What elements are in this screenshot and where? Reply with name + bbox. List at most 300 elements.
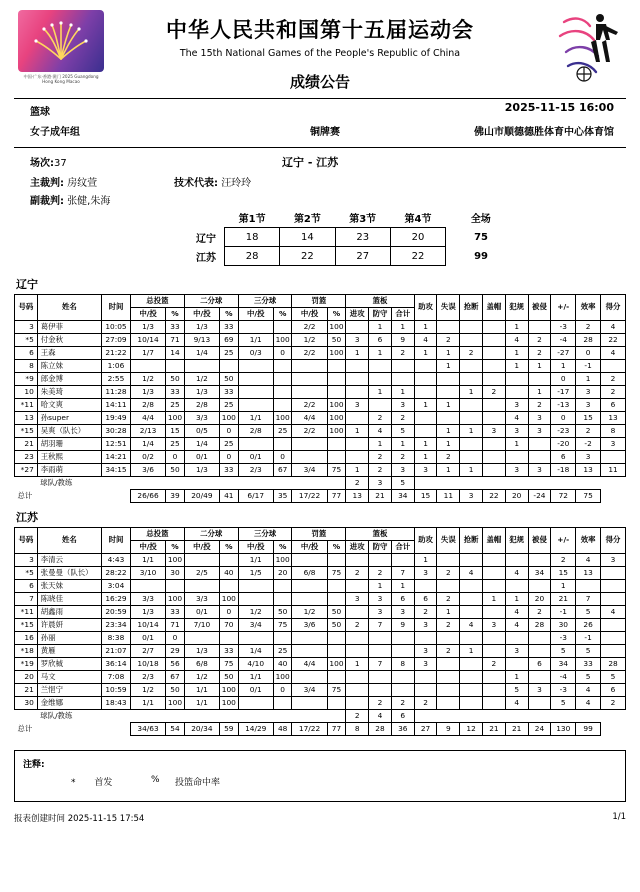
cell-fgp: 15 [166,424,185,437]
cell-ft [292,670,327,683]
cell-ast [414,385,437,398]
cell-eff: 3 [576,398,601,411]
cell-ast: 1 [414,398,437,411]
cell-fd: 1 [528,385,551,398]
cell-number: *5 [15,566,38,579]
cell-fg: 3/6 [130,463,165,476]
cell-total-fg: 34/63 [130,722,165,735]
cell-total-p3p: 35 [273,489,292,502]
th-sub: 防守 [369,307,392,320]
cell-fgp: 33 [166,385,185,398]
cell-fgp: 0 [166,631,185,644]
quarter-total-cell: 75 [474,231,489,243]
table-row [15,437,626,450]
cell-fgp: 50 [166,372,185,385]
cell-ft [292,450,327,463]
cell-p3 [238,359,273,372]
cell-oreb [346,450,369,463]
cell-min: 34:15 [101,463,130,476]
cell-fgp: 25 [166,398,185,411]
cell-p3p: 0 [273,683,292,696]
cell-to: 1 [437,359,460,372]
cell-number: *11 [15,398,38,411]
cell-number: *9 [15,372,38,385]
cell-to [437,579,460,592]
cell-pf: 1 [505,359,528,372]
cell-stl: 1 [460,385,483,398]
th-sub: 中/投 [130,307,165,320]
cell-dreb: 1 [369,346,392,359]
cell-p3 [238,320,273,333]
th-blocks: 盖帽 [483,295,506,321]
cell-p2p: 40 [220,566,239,579]
cell-ft: 2/2 [292,320,327,333]
cell-blk [483,372,506,385]
cell-eff [576,579,601,592]
cell-pf: 3 [505,424,528,437]
cell-fd: 1 [528,359,551,372]
cell-fgp: 50 [166,683,185,696]
cell-empty [551,709,576,722]
cell-fg: 10/14 [130,618,165,631]
cell-total-pf: 21 [505,722,528,735]
th-minutes: 时间 [101,295,130,321]
boxscore-table [14,527,626,736]
cell-ast [414,631,437,644]
cell-pf: 4 [505,618,528,631]
cell-empty [528,709,551,722]
cell-fd [528,450,551,463]
cell-fd [528,631,551,644]
cell-min: 14:11 [101,398,130,411]
cell-to: 2 [437,592,460,605]
cell-number: *15 [15,618,38,631]
table-row [15,450,626,463]
cell-fd [528,437,551,450]
cell-fd [528,553,551,566]
cell-to: 2 [437,450,460,463]
cell-p2 [184,579,219,592]
cell-ft [292,696,327,709]
cell-reb: 6 [391,709,414,722]
cell-p3: 0/1 [238,683,273,696]
table-row [15,670,626,683]
cell-p2: 1/2 [184,372,219,385]
cell-number: 3 [15,320,38,333]
cell-ftp: 75 [327,463,346,476]
cell-blk [483,553,506,566]
cell-total-oreb: 13 [346,489,369,502]
cell-to [437,670,460,683]
cell-number: 21 [15,683,38,696]
cell-pts [601,359,626,372]
cell-blk [483,346,506,359]
cell-blk [483,437,506,450]
cell-p2: 2/5 [184,566,219,579]
cell-name: 朱美琦 [37,385,101,398]
cell-pf: 1 [505,592,528,605]
cell-total-pf: 20 [505,489,528,502]
table-row [15,463,626,476]
th-sub: 防守 [369,540,392,553]
cell-total-fg: 26/66 [130,489,165,502]
cell-stl [460,411,483,424]
cell-p3p: 100 [273,670,292,683]
cell-p3 [238,385,273,398]
cell-oreb [346,683,369,696]
cell-p3p [273,320,292,333]
cell-empty [273,476,292,489]
cell-reb: 2 [391,450,414,463]
cell-p2p [220,579,239,592]
cell-p2p: 33 [220,644,239,657]
table-row [15,657,626,670]
cell-pm: -4 [551,333,576,346]
cell-p3: 4/10 [238,657,273,670]
cell-empty [273,709,292,722]
cell-total-fd: 24 [528,722,551,735]
cell-fg: 1/3 [130,605,165,618]
cell-reb: 5 [391,476,414,489]
cell-fg: 1/4 [130,437,165,450]
th-ft: 罚篮 [292,295,346,308]
cell-p3p [273,696,292,709]
cell-oreb: 2 [346,566,369,579]
cell-pts: 6 [601,398,626,411]
cell-p2p: 33 [220,385,239,398]
cell-oreb: 2 [346,709,369,722]
cell-fgp: 0 [166,450,185,463]
cell-pf [505,450,528,463]
th-points: 得分 [601,295,626,321]
cell-dreb [369,683,392,696]
cell-total-pm: 72 [551,489,576,502]
cell-min: 28:22 [101,566,130,579]
th-sub: % [166,307,185,320]
cell-fg: 2/3 [130,670,165,683]
th-sub: 合计 [391,540,414,553]
table-row [15,398,626,411]
cell-total-p2: 20/34 [184,722,219,735]
cell-ast: 1 [414,553,437,566]
cell-ft: 3/6 [292,618,327,631]
cell-total-p3: 6/17 [238,489,273,502]
cell-reb: 3 [391,605,414,618]
cell-empty [437,476,460,489]
cell-empty [130,709,165,722]
cell-min: 21:22 [101,346,130,359]
cell-fgp: 29 [166,644,185,657]
quarter-header: 第4节 [404,214,432,225]
cell-stl: 2 [460,346,483,359]
th-sub: % [220,307,239,320]
cell-ftp: 100 [327,424,346,437]
cell-fd [528,670,551,683]
crew-chief-row [30,174,97,189]
th-sub: 中/投 [238,307,273,320]
th-points: 得分 [601,527,626,553]
cell-fd: 3 [528,683,551,696]
cell-p3: 1/5 [238,566,273,579]
cell-stl: 1 [460,463,483,476]
quarter-score-cell: 27 [335,247,390,266]
cell-ft [292,359,327,372]
cell-min: 16:29 [101,592,130,605]
cell-p2: 1/3 [184,644,219,657]
legend-box [14,750,626,802]
cell-oreb: 1 [346,346,369,359]
cell-reb: 7 [391,566,414,579]
cell-ast: 4 [414,333,437,346]
cell-empty [15,476,38,489]
cell-name: 兰悒宁 [37,683,101,696]
cell-pts: 2 [601,372,626,385]
legend-pct-label: 投篮命中率 [175,777,221,788]
cell-p2p: 100 [220,696,239,709]
table-row [15,553,626,566]
cell-pm: 5 [551,644,576,657]
cell-ft: 4/4 [292,657,327,670]
cell-reb: 3 [391,463,414,476]
cell-p2: 1/3 [184,385,219,398]
cell-eff: 7 [576,592,601,605]
report-created-time: 报表创建时间 2025-11-15 17:54 [14,813,145,824]
cell-pm: 34 [551,657,576,670]
cell-p3p: 100 [273,553,292,566]
event-info-band [14,99,626,145]
cell-p2p: 50 [220,670,239,683]
cell-fd: 3 [528,424,551,437]
cell-team-coach-label: 球队/教练 [40,710,73,720]
cell-empty [15,709,38,722]
cell-to [437,657,460,670]
cell-min: 27:09 [101,333,130,346]
cell-oreb [346,696,369,709]
title-block [14,0,626,92]
cell-reb: 1 [391,320,414,333]
cell-fg: 1/2 [130,372,165,385]
cell-stl [460,696,483,709]
cell-p2: 2/8 [184,398,219,411]
cell-fd: 20 [528,592,551,605]
cell-pm: 21 [551,592,576,605]
cell-ft [292,437,327,450]
cell-p3: 1/1 [238,553,273,566]
cell-pts [601,631,626,644]
cell-pf: 1 [505,320,528,333]
cell-p2: 1/1 [184,696,219,709]
cell-fd: 2 [528,398,551,411]
cell-fgp: 33 [166,320,185,333]
cell-ft [292,579,327,592]
cell-ft: 3/4 [292,683,327,696]
cell-total-to: 11 [437,489,460,502]
cell-empty [601,476,626,489]
cell-p3p [273,359,292,372]
cell-name: 金维娜 [37,696,101,709]
th-sub: % [273,307,292,320]
cell-ast [414,372,437,385]
cell-pf [505,385,528,398]
cell-p3p: 100 [273,411,292,424]
cell-number: *11 [15,605,38,618]
cell-pm: -3 [551,683,576,696]
cell-dreb: 2 [369,450,392,463]
th-sub: 中/投 [184,540,219,553]
cell-dreb [369,359,392,372]
cell-pm: -17 [551,385,576,398]
cell-empty [576,476,601,489]
table-row [15,372,626,385]
cell-name: 马文 [37,670,101,683]
cell-oreb [346,579,369,592]
cell-stl [460,605,483,618]
cell-fd: 2 [528,605,551,618]
th-sub: % [273,540,292,553]
umpires-value: 张健,朱海 [67,196,111,207]
phase-name: 铜牌赛 [310,127,340,138]
th-turnovers: 失误 [437,295,460,321]
cell-total-oreb: 8 [346,722,369,735]
table-row [15,424,626,437]
cell-oreb: 3 [346,398,369,411]
cell-p2p: 33 [220,320,239,333]
cell-eff: 33 [576,657,601,670]
cell-stl [460,657,483,670]
cell-p2 [184,359,219,372]
cell-p3p: 20 [273,566,292,579]
cell-fg: 0/1 [130,631,165,644]
cell-fg: 10/18 [130,657,165,670]
table-row [15,359,626,372]
cell-oreb [346,359,369,372]
games-logo [18,10,104,86]
cell-p3 [238,437,273,450]
cell-to: 1 [437,398,460,411]
cell-ft [292,372,327,385]
cell-dreb: 7 [369,618,392,631]
cell-fgp [166,579,185,592]
cell-name: 付金秋 [37,333,101,346]
cell-ast [414,411,437,424]
th-turnovers: 失误 [437,527,460,553]
cell-empty [576,709,601,722]
cell-pf: 5 [505,683,528,696]
cell-dreb: 4 [369,709,392,722]
th-3p: 三分球 [238,527,292,540]
cell-fgp: 56 [166,657,185,670]
cell-min: 8:38 [101,631,130,644]
cell-oreb: 3 [346,333,369,346]
cell-ast [414,579,437,592]
cell-fgp: 30 [166,566,185,579]
cell-ast: 3 [414,644,437,657]
cell-ast: 2 [414,696,437,709]
cell-number: 30 [15,696,38,709]
legend-starter-mark: * [71,777,76,788]
cell-p2: 6/8 [184,657,219,670]
cell-empty [327,709,346,722]
cell-name: 王秋熙 [37,450,101,463]
table-row [15,696,626,709]
cell-fg: 3/10 [130,566,165,579]
cell-p2p: 70 [220,618,239,631]
cell-empty [166,709,185,722]
quarter-header: 第3节 [349,214,377,225]
cell-fg: 4/4 [130,411,165,424]
cell-ftp: 100 [327,320,346,333]
cell-empty [505,476,528,489]
cell-p3p: 0 [273,346,292,359]
cell-ast: 3 [414,618,437,631]
cell-reb: 1 [391,385,414,398]
cell-total-stl: 3 [460,489,483,502]
cell-pf: 4 [505,605,528,618]
cell-p3 [238,696,273,709]
cell-ast: 1 [414,450,437,463]
cell-pm: -23 [551,424,576,437]
cell-min: 2:55 [101,372,130,385]
cell-min: 21:07 [101,644,130,657]
cell-to [437,696,460,709]
cell-empty [505,709,528,722]
cell-p2p [220,553,239,566]
cell-fgp: 67 [166,670,185,683]
cell-stl [460,372,483,385]
cell-empty [166,476,185,489]
cell-reb [391,631,414,644]
cell-pm: 30 [551,618,576,631]
cell-pts: 2 [601,385,626,398]
cell-pts: 3 [601,553,626,566]
cell-ast: 3 [414,463,437,476]
cell-team-coach-label: 球队/教练 [40,478,73,488]
cell-ast [414,424,437,437]
cell-name: 葛伊菲 [37,320,101,333]
cell-reb [391,359,414,372]
cell-to: 1 [437,424,460,437]
cell-ftp [327,437,346,450]
cell-dreb: 1 [369,320,392,333]
cell-eff: 2 [576,320,601,333]
cell-number: 13 [15,411,38,424]
cell-eff: 3 [576,385,601,398]
th-sub: 中/投 [130,540,165,553]
cell-dreb: 2 [369,411,392,424]
cell-reb [391,683,414,696]
cell-eff: 1 [576,372,601,385]
cell-name: 许晨妍 [37,618,101,631]
cell-fg: 1/7 [130,346,165,359]
cell-ft: 2/2 [292,346,327,359]
cell-empty [238,476,273,489]
cell-p2p: 75 [220,657,239,670]
cell-pts: 22 [601,333,626,346]
cell-reb: 1 [391,579,414,592]
cell-ftp: 50 [327,333,346,346]
cell-name: 哈文爽 [37,398,101,411]
cell-total-fd: -24 [528,489,551,502]
th-sub: 进攻 [346,540,369,553]
cell-empty [238,709,273,722]
cell-ft [292,385,327,398]
cell-ft: 6/8 [292,566,327,579]
th-steals: 抢断 [460,527,483,553]
cell-eff: 4 [576,553,601,566]
cell-dreb [369,398,392,411]
cell-ast: 1 [414,320,437,333]
cell-reb: 5 [391,424,414,437]
